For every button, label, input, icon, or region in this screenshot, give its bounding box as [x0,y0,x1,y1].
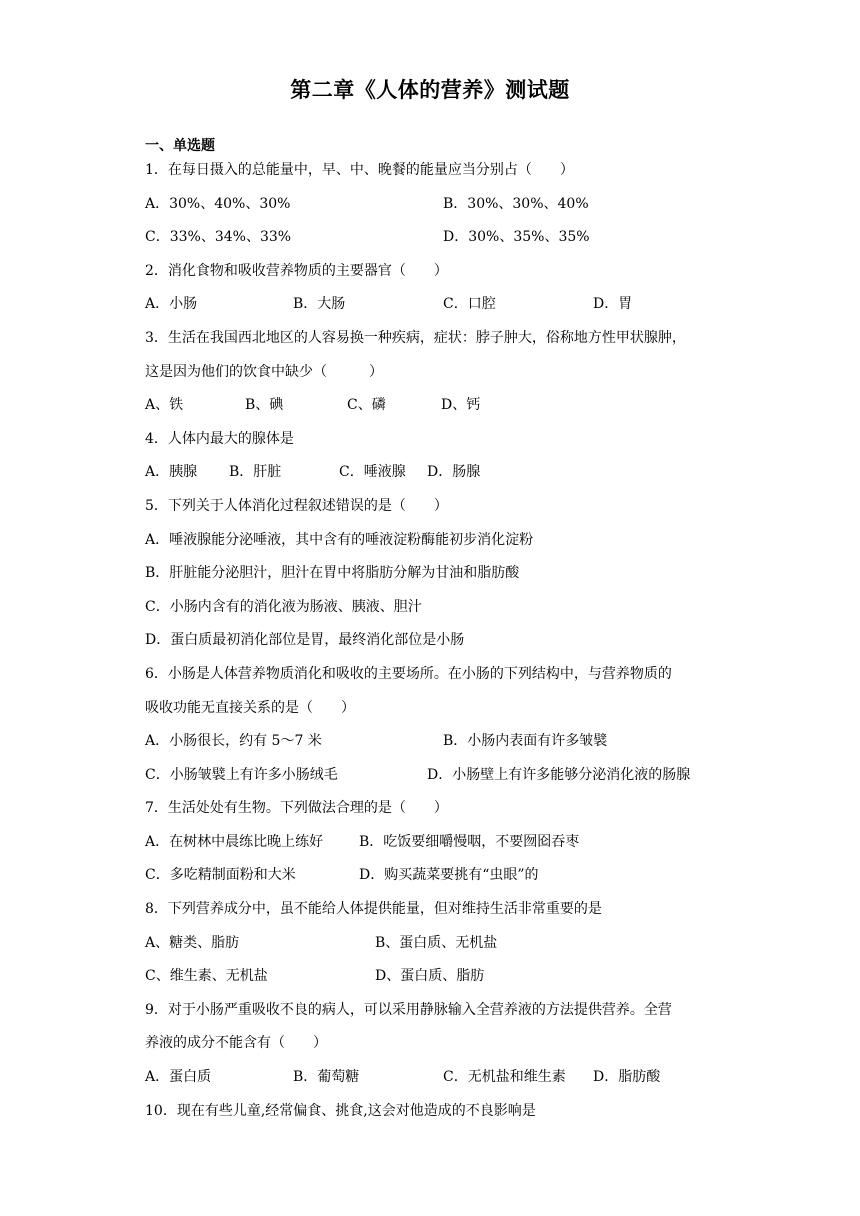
option-row [145,725,725,759]
answer-option: C．33%、34%、33% [145,229,292,246]
answer-option: A、铁 [145,397,184,414]
answer-option: A、糖类、脂肪 [145,934,240,951]
answer-option: B．小肠内表面有许多皱襞 [443,733,608,750]
question-stem: 4．人体内最大的腺体是 [145,430,294,447]
question-stem: 养液的成分不能含有（ ） [145,1035,327,1052]
question-stem: 7．生活处处有生物。下列做法合理的是（ ） [145,800,448,817]
answer-option: C．唾液腺 [339,464,406,481]
answer-option: D．小肠壁上有许多能够分泌消化液的肠腺 [427,766,691,783]
option-row [145,826,725,860]
answer-option: D、钙 [441,397,481,414]
answer-option: D．脂肪酸 [593,1069,661,1086]
answer-option: A．小肠很长，约有 5～7 米 [145,733,322,750]
option-row [145,456,725,490]
option-row [145,1061,725,1095]
answer-option: B．肝脏 [229,464,282,481]
answer-option: D．肠腺 [427,464,481,481]
answer-option: C．多吃精制面粉和大米 [145,867,296,884]
option-row [145,288,725,322]
question-stem: 2．消化食物和吸收营养物质的主要器官（ ） [145,262,448,279]
answer-option: D、蛋白质、脂肪 [375,968,485,985]
answer-option: C．小肠皱襞上有许多小肠绒毛 [145,766,338,783]
answer-option: B．吃饭要细嚼慢咽，不要囫囵吞枣 [359,833,580,850]
answer-option: D．蛋白质最初消化部位是胃，最终消化部位是小肠 [145,632,465,649]
question-stem: 6．小肠是人体营养物质消化和吸收的主要场所。在小肠的下列结构中，与营养物质的 [145,665,672,682]
answer-option: A．小肠 [145,296,198,313]
answer-option: D．胃 [593,296,633,313]
answer-option: A．30%、40%、30% [145,195,291,212]
question-stem: 吸收功能无直接关系的是（ ） [145,699,355,716]
answer-option: B、蛋白质、无机盐 [375,934,498,951]
option-row [145,524,725,558]
option-row [145,557,725,591]
answer-option: B．肝脏能分泌胆汁，胆汁在胃中将脂肪分解为甘油和脂肪酸 [145,565,520,582]
answer-option: A．胰腺 [145,464,198,481]
section-heading: 一、单选题 [145,138,215,154]
option-row [145,759,725,793]
answer-option: C．口腔 [443,296,496,313]
answer-option: C、磷 [347,397,386,414]
answer-option: B．大肠 [293,296,346,313]
answer-option: C．小肠内含有的消化液为肠液、胰液、胆汁 [145,598,422,615]
answer-option: A．在树林中晨练比晚上练好 [145,833,324,850]
answer-option: C、维生素、无机盐 [145,968,268,985]
answer-option: A．蛋白质 [145,1069,212,1086]
option-row [145,927,725,961]
question-stem: 1．在每日摄入的总能量中，早、中、晚餐的能量应当分别占（ ） [145,162,574,178]
option-row [145,624,725,658]
answer-option: B．葡萄糖 [293,1069,360,1086]
question-stem: 这是因为他们的饮食中缺少（ ） [145,363,383,380]
option-row [145,859,725,893]
answer-option: B、碘 [245,397,284,414]
question-stem: 9．对于小肠严重吸收不良的病人，可以采用静脉输入全营养液的方法提供营养。全营 [145,1001,672,1018]
option-row [145,221,725,255]
answer-option: D．购买蔬菜要挑有“虫眼”的 [359,867,539,884]
option-row [145,188,725,222]
question-list [145,154,725,1128]
question-stem: 10．现在有些儿童,经常偏食、挑食,这会对他造成的不良影响是 [145,1102,536,1119]
question-stem: 8．下列营养成分中，虽不能给人体提供能量，但对维持生活非常重要的是 [145,901,602,918]
answer-option: D．30%、35%、35% [443,229,590,246]
option-row [145,960,725,994]
answer-option: C．无机盐和维生素 [443,1069,566,1086]
page-title: 第二章《人体的营养》测试题 [290,78,570,102]
answer-option: B．30%、30%、40% [443,195,589,212]
question-stem: 5．下列关于人体消化过程叙述错误的是（ ） [145,497,448,514]
question-stem: 3．生活在我国西北地区的人容易换一种疾病，症状：脖子肿大，俗称地方性甲状腺肿， [145,329,686,346]
option-row [145,389,725,423]
option-row [145,591,725,625]
answer-option: A．唾液腺能分泌唾液，其中含有的唾液淀粉酶能初步消化淀粉 [145,531,534,548]
